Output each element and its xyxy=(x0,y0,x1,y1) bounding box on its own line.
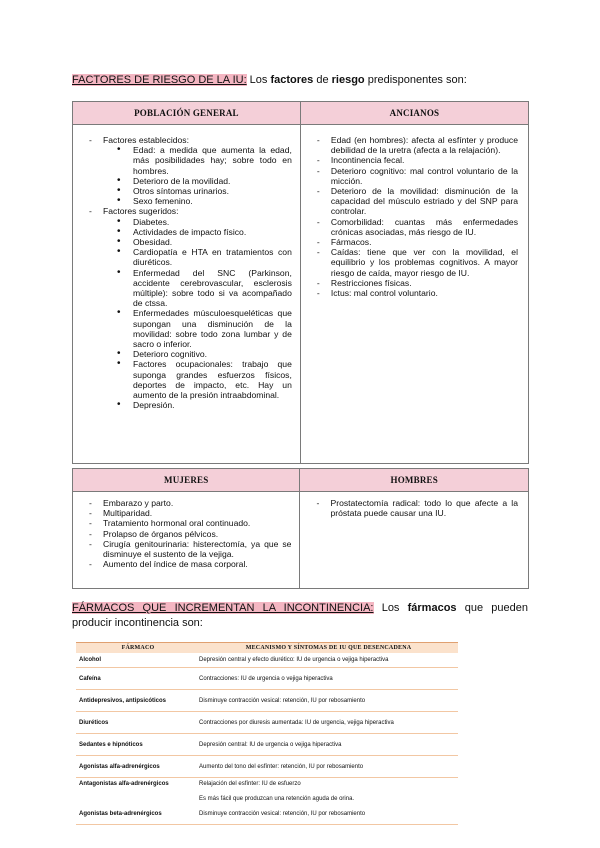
sex-risk-table xyxy=(72,468,529,589)
hombres-cell xyxy=(300,492,529,589)
header-farmaco: FÁRMACO xyxy=(121,645,155,651)
drug-name: Sedantes e hipnóticos xyxy=(79,741,143,748)
list-item: • Otros síntomas urinarios. xyxy=(103,186,292,196)
poblacion-general-cell xyxy=(73,125,301,464)
drug-mechanism: Disminuye contracción vesical: retención, IU por rebosamiento xyxy=(199,697,366,704)
header-hombres: HOMBRES xyxy=(300,469,529,492)
header-mecanismo: MECANISMO Y SÍNTOMAS DE IU QUE DESENCADENA xyxy=(245,645,412,651)
table-row xyxy=(76,653,458,668)
list-item: - Cirugía genitourinaria: histerectomía, ya que se disminuye el sustento de la vejiga. xyxy=(73,539,291,559)
list-item: - Deterioro cognitivo: mal control voluntario de la micción. xyxy=(301,166,518,186)
list-item: - Aumento del índice de masa corporal. xyxy=(73,559,291,569)
heading-bold-factores: factores xyxy=(270,74,314,86)
list-item: - Comorbilidad: cuantas más enfermedades crónicas asociadas, más riesgo de IU. xyxy=(301,217,518,237)
heading-bold-farmacos: fármacos xyxy=(407,602,457,614)
header-poblacion-general: POBLACIÓN GENERAL xyxy=(73,102,301,125)
list-item: • Diabetes. xyxy=(103,217,292,227)
list-item: • Deterioro de la movilidad. xyxy=(103,176,292,186)
heading-bold-riesgo: riesgo xyxy=(331,74,365,86)
drug-mechanism: Es más fácil que produzcan una retención aguda de orina. xyxy=(199,796,355,802)
header-ancianos: ANCIANOS xyxy=(300,102,528,125)
list-item: • Deterioro cognitivo. xyxy=(103,349,292,359)
drug-name: Alcohol xyxy=(79,657,101,663)
table-row xyxy=(76,712,458,734)
drug-name: Agonistas beta-adrenérgicos xyxy=(79,811,162,817)
list-item: - Caídas: tiene que ver con la movilidad, el equilibrio y los problemas cognitivos. A mayor riesgo de caída, mayor riesgo de IU. xyxy=(301,247,518,278)
heading-text: que pueden producir incontinencia son: xyxy=(72,602,528,629)
list-item: - Edad (en hombres): afecta al esfínter y produce debilidad de la uretra (afecta a la relajación). xyxy=(301,135,518,155)
table-row xyxy=(76,778,458,825)
list-item: - Deterioro de la movilidad: disminución de la capacidad del músculo estriado y del SNP para controlar. xyxy=(301,186,518,217)
group-label: Factores establecidos: xyxy=(103,135,189,145)
drug-mechanism: Depresión central y efecto diurético: IU de urgencia o vejiga hiperactiva xyxy=(199,657,389,663)
list-item: - Ictus: mal control voluntario. xyxy=(301,288,518,298)
drug-name: Antidepresivos, antipsicóticos xyxy=(79,697,167,704)
heading-text: predisponentes son: xyxy=(364,74,467,86)
list-item: - Fármacos. xyxy=(301,237,518,247)
list-item: - Incontinencia fecal. xyxy=(301,155,518,165)
group-suggested xyxy=(73,206,292,410)
list-item: • Actividades de impacto físico. xyxy=(103,227,292,237)
list-item: - Tratamiento hormonal oral continuado. xyxy=(73,518,291,528)
list-item: • Depresión. xyxy=(103,400,292,410)
risk-factors-heading xyxy=(72,73,467,87)
drug-name-cell xyxy=(76,778,197,824)
table-row xyxy=(76,756,458,778)
header-mujeres: MUJERES xyxy=(73,469,300,492)
drug-name: Cafeína xyxy=(79,675,101,682)
list-item: • Sexo femenino. xyxy=(103,196,292,206)
group-established xyxy=(73,135,292,206)
drug-mechanism-cell xyxy=(197,778,458,824)
list-item: - Restricciones físicas. xyxy=(301,278,518,288)
drugs-table-header xyxy=(76,642,458,653)
drug-name: Agonistas alfa-adrenérgicos xyxy=(79,763,160,770)
list-item: - Prostatectomía radical: todo lo que afecte a la próstata puede causar una IU. xyxy=(300,498,518,518)
risk-factors-table xyxy=(72,101,529,464)
list-item: • Obesidad. xyxy=(103,237,292,247)
drug-mechanism: Aumento del tono del esfínter: retención, IU por rebosamiento xyxy=(199,763,364,770)
ancianos-cell xyxy=(300,125,528,464)
heading-text: Los xyxy=(246,74,271,86)
table-row xyxy=(76,690,458,712)
heading-text: Los xyxy=(373,602,408,614)
list-item: - Embarazo y parto. xyxy=(73,498,291,508)
drugs-title: FÁRMACOS QUE INCREMENTAN LA INCONTINENCIA: xyxy=(72,602,374,614)
drugs-table xyxy=(76,642,458,825)
drug-mechanism: Contracciones por diuresis aumentada: IU de urgencia, vejiga hiperactiva xyxy=(199,719,394,726)
table-row xyxy=(76,668,458,690)
drug-name: Antagonistas alfa-adrenérgicos xyxy=(79,781,169,787)
table-row xyxy=(76,734,458,756)
list-item: • Cardiopatía e HTA en tratamientos con diuréticos. xyxy=(103,247,292,267)
drug-mechanism: Relajación del esfínter: IU de esfuerzo xyxy=(199,781,301,787)
drug-mechanism: Depresión central: IU de urgencia o vejiga hiperactiva xyxy=(199,741,342,748)
list-item: • Enfermedades músculoesqueléticas que supongan una disminución de la movilidad: sobre todo zona lumbar y de sacro o inferior. xyxy=(103,308,292,349)
group-label: Factores sugeridos: xyxy=(103,206,179,217)
drugs-heading xyxy=(72,601,528,631)
list-item: • Enfermedad del SNC (Parkinson, accidente cerebrovascular, esclerosis múltiple): sobre todo si va acompañado de ctssa. xyxy=(103,268,292,309)
drug-mechanism: Disminuye contracción vesical: retención, IU por rebosamiento xyxy=(199,811,366,817)
drug-mechanism: Contracciones: IU de urgencia o vejiga hiperactiva xyxy=(199,675,333,682)
list-item: - Multiparidad. xyxy=(73,508,291,518)
list-item: • Factores ocupacionales: trabajo que suponga grandes esfuerzos físicos, deportes de impacto, etc. Hay un aumento de la presión intraabdominal. xyxy=(103,359,292,400)
risk-factors-title: FACTORES DE RIESGO DE LA IU: xyxy=(72,74,247,86)
mujeres-cell xyxy=(73,492,300,589)
drug-name: Diuréticos xyxy=(79,719,109,726)
heading-text: de xyxy=(313,74,332,86)
list-item: - Prolapso de órganos pélvicos. xyxy=(73,529,291,539)
list-item: • Edad: a medida que aumenta la edad, más posibilidades hay; sobre todo en hombres. xyxy=(103,145,292,176)
